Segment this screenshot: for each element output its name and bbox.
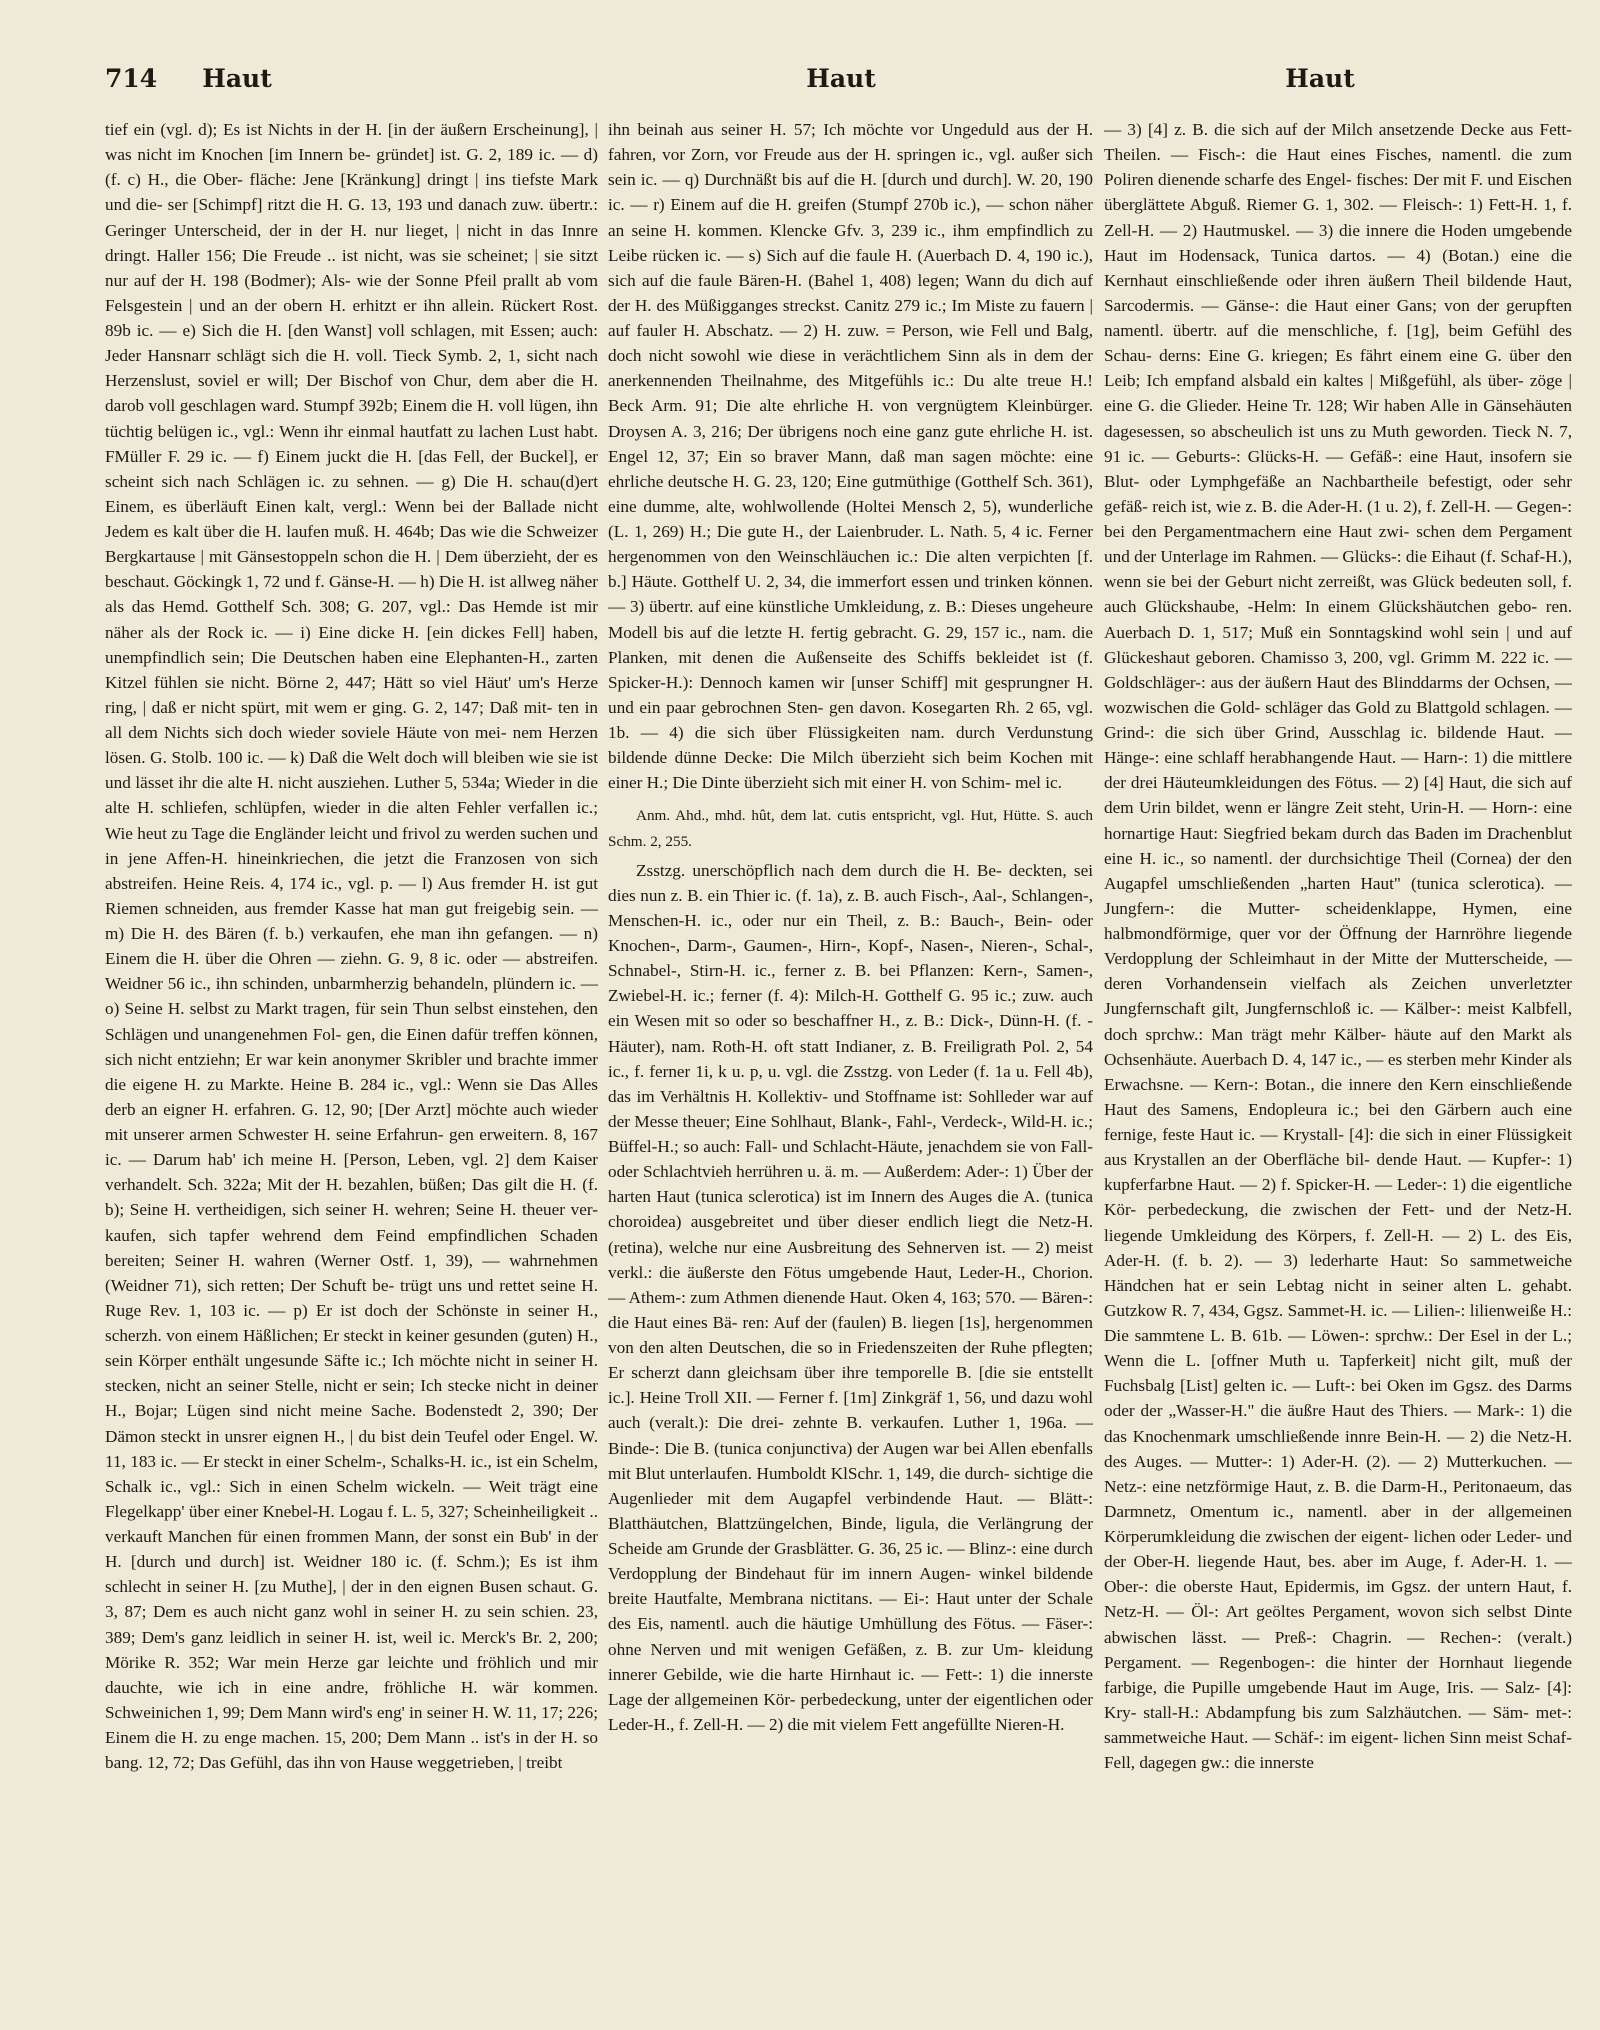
text-column-3 bbox=[1104, 117, 1572, 2012]
page-number: 714 bbox=[105, 64, 158, 93]
text-column-2 bbox=[608, 117, 1093, 2012]
etymology-note: Anm. Ahd., mhd. hût, dem lat. cutis entspricht, vgl. Hut, Hütte. S. auch Schm. 2, 255. bbox=[608, 807, 1093, 850]
compounds-paragraph: Zsstzg. unerschöpflich nach dem durch die H. Be- deckten, sei dies nun z. B. ein Thier ic. (f. 1a), z. B. auch Fisch-, Aal-, Schlangen-, Menschen-H. ic., oder nur ein Theil, z. B.: Bauch-, Bein- oder Knochen-, Darm-, Gaumen-, Hirn-, Kopf-, Nasen-, Nieren-, Schal-, Schnabel-, Stirn-H. ic., ferner z. B. bei Pflanzen: Kern-, Samen-, Zwiebel-H. ic.; ferner (f. 4): Milch-H. Gotthelf G. 95 ic.; zuw. auch ein Wesen mit so oder so beschaffner H., z. B.: Dick-, Dünn-H. (f. -Häuter), nam. Roth-H. oft statt Indianer, z. B. Freiligrath Pol. 2, 54 ic., f. ferner 1i, k u. p, u. vgl. die Zsstzg. von Leder (f. 1a u. Fell 4b), das im Verhältnis H. Kollektiv- und Stoffname ist: Sohlleder war auf der Messe theuer; Eine Sohlhaut, Blank-, Fahl-, Verdeck-, Wild-H. ic.; Büffel-H.; so auch: Fall- und Schlacht-Häute, jenachdem sie von Fall- oder Schlachtvieh herrühren u. ä. m. — Außerdem: Ader-: 1) Über der harten Haut (tunica sclerotica) ist im Innern des Auges die A. (tunica choroidea) ausgebreitet und über dieser endlich liegt die Netz-H. (retina), welche nur eine Ausbreitung des Sehnerven ist. — 2) meist verkl.: die äußerste den Fötus umgebende Haut, Leder-H., Chorion. — Athem-: zum Athmen dienende Haut. Oken 4, 163; 570. — Bären-: die Haut eines Bä- ren: Auf der (faulen) B. liegen [1s], hergenommen von den alten Deutschen, die so in Friedenszeiten der Ruhe pflegten; Er scherzt dann gleichsam über ihre temporelle B. [die sie entstellt ic.]. Heine Troll XII. — Ferner f. [1m] Zinkgräf 1, 56, und dazu wohl auch (veralt.): Die drei- zehnte B. verkaufen. Luther 1, 196a. — Binde-: Die B. (tunica conjunctiva) der Augen war bei Allen ebenfalls mit Blut unterlaufen. Humboldt KlSchr. 1, 149, die durch- sichtige die Augenlieder mit dem Augapfel verbindende Haut. — Blätt-: Blatthäutchen, Blattzüngelchen, Binde, ligula, die Verlängrung der Scheide am Grunde der Grasblätter. G. 36, 25 ic. — Blinz-: eine durch Verdopplung der Bindehaut für im innern Augen- winkel bildende breite Hautfalte, Membrana nictitans. — Ei-: Haut unter der Schale des Eis, namentl. auch die häutige Umhüllung des Fötus. — Fäser-: ohne Nerven und mit wenigen Gefäßen, z. B. zur Um- kleidung innerer Gebilde, wie die harte Hirnhaut ic. — Fett-: 1) die innerste Lage der allgemeinen Kör- perbedeckung, unter der eigentlichen oder Leder-H., f. Zell-H. — 2) die mit vielem Fett angefüllte Nieren-H. bbox=[608, 860, 1093, 1734]
column-3-text: — 3) [4] z. B. die sich auf der Milch ansetzende Decke aus Fett-Theilen. — Fisch-: die Haut eines Fisches, namentl. die zum Poliren dienende scharfe des Engel- fisches: Der mit F. und Eischen überglättete Abguß. Riemer G. 1, 302. — Fleisch-: 1) Fett-H. 1, f. Zell-H. — 2) Hautmuskel. — 3) die innere die Hoden umgebende Haut im Hodensack, Tunica dartos. — 4) (Botan.) eine die Kernhaut einschließende oder ihren äußern Theil bildende Haut, Sarcodermis. — Gänse-: die Haut einer Gans; von der gerupften namentl. übertr. auf die menschliche, f. [1g], beim Gefühl des Schau- derns: Eine G. kriegen; Es fährt einem eine G. über den Leib; Ich empfand alsbald ein kaltes | Mißgefühl, als über- zöge | eine G. die Glieder. Heine Tr. 128; Wir haben Alle in Gänsehäuten dagesessen, so abscheulich ist uns zu Muth geworden. Tieck N. 7, 91 ic. — Geburts-: Glücks-H. — Gefäß-: eine Haut, insofern sie Blut- oder Lymphgefäße an Nachbartheile befestigt, oder sehr gefäß- reich ist, wie z. B. die Ader-H. (1 u. 2), f. Zell-H. — Gegen-: bei den Pergamentmachern eine Haut zwi- schen dem Pergament und der Unterlage im Rahmen. — Glücks-: die Eihaut (f. Schaf-H.), wenn sie bei der Geburt nicht zerreißt, was Glück bedeuten soll, f. auch Glückshaube, -Helm: In einem Glückshäutchen gebo- ren. Auerbach D. 1, 517; Muß ein Sonntagskind wohl sein | und auf Glückeshaut geboren. Chamisso 3, 200, vgl. Grimm M. 222 ic. — Goldschläger-: aus der äußern Haut des Blinddarms der Ochsen, — wozwischen die Gold- schläger das Gold zu Blattgold schlagen. — Grind-: die sich über Grind, Ausschlag ic. bildende Haut. — Hänge-: eine schlaff herabhangende Haut. — Harn-: 1) die mittlere der drei Häuteumkleidungen des Fötus. — 2) [4] Haut, die sich auf dem Urin bildet, wenn er längre Zeit steht, Urin-H. — Horn-: eine hornartige Haut: Siegfried bekam durch das Baden im Drachenblut eine H. ic., so namentl. der durchsichtige Theil (Cornea) der den Augapfel umschließenden „harten Haut" (tunica sclerotica). — Jungfern-: die Mutter- scheidenklappe, Hymen, eine halbmondförmige, quer vor der Öffnung der Harnröhre liegende Verdopplung der Schleimhaut in der Mitte der Mutterscheide, — deren Vorhandensein vielfach als Zeichen unverletzter Jungfernschaft gilt, Jungfernschloß ic. — Kälber-: meist Kalbfell, doch sprchw.: Man trägt mehr Kälber- häute auf den Markt als Ochsenhäute. Auerbach D. 4, 147 ic., — es sterben mehr Kinder als Erwachsne. — Kern-: Botan., die innere den Kern einschließende Haut des Samens, Endopleura ic.; bei den Gärbern auch eine fernige, feste Haut ic. — Krystall- [4]: die sich in einer Flüssigkeit aus Krystallen an der Oberfläche bil- dende Haut. — Kupfer-: 1) kupferfarbne Haut. — 2) f. Spicker-H. — Leder-: 1) die eigentliche Kör- perbedeckung, die zwischen der Fett- und der Netz-H. liegende Umkleidung des Körpers, f. Zell-H. — 2) L. des Eis, Ader-H. (f. b. 2). — 3) lederharte Haut: So sammetweiche Händchen hat er sein Lebtag nicht in seiner alten L. gehabt. Gutzkow R. 7, 434, Ggsz. Sammet-H. ic. — Lilien-: lilienweiße H.: Die sammtene L. B. 61b. — Löwen-: sprchw.: Der Esel in der L.; Wenn die L. [offner Muth u. Tapferkeit] nicht gilt, muß der Fuchsbalg [List] gelten ic. — Luft-: bei Oken im Ggsz. des Darms oder der „Wasser-H." die äußre Haut des Thiers. — Mark-: 1) die das Knochenmark umschließende innre Bein-H. — 2) die Netz-H. des Auges. — Mutter-: 1) Ader-H. (2). — 2) Mutterkuchen. — Netz-: eine netzförmige Haut, z. B. die Darm-H., Peritonaeum, das Darmnetz, Omentum ic., namentl. aber in der allgemeinen Körperumkleidung die zwischen der eigent- lichen oder Leder- und der Ober-H. liegende Haut, bes. aber im Auge, f. Ader-H. 1. — Ober-: die oberste Haut, Epidermis, im Ggsz. der untern Haut, f. Netz-H. — Öl-: Art geöltes Pergament, wovon sich selbst Dinte abwischen lässt. — Preß-: Chagrin. — Rechen-: (veralt.) Pergament. — Regenbogen-: die hinter der Hornhaut liegende farbige, die Pupille umgebende Haut im Auge, Iris. — Salz- [4]: Kry- stall-H.: Abdampfung bis zum Salzhäutchen. — Säm- met-: sammetweiche Haut. — Schäf-: im eigent- lichen Sinn meist Schaf-Fell, dagegen gw.: die innerste bbox=[1104, 120, 1572, 1773]
text-column-1 bbox=[105, 117, 598, 2012]
running-headword-center: Haut bbox=[806, 64, 876, 93]
running-headword-left: Haut bbox=[202, 64, 272, 93]
running-header bbox=[105, 64, 1565, 104]
running-headword-right: Haut bbox=[1285, 64, 1355, 93]
column-2-text: ihn beinah aus seiner H. 57; Ich möchte vor Ungeduld aus der H. fahren, vor Zorn, vor Freude aus der H. springen ic., vgl. außer sich sein ic. — q) Durchnäßt bis auf die H. [durch und durch]. W. 20, 190 ic. — r) Einem auf die H. greifen (Stumpf 270b ic.), — schon näher an seine H. kommen. Klencke Gfv. 3, 239 ic., ihm empfindlich zu Leibe rücken ic. — s) Sich auf die faule H. (Auerbach D. 4, 190 ic.), sich auf die faule Bären-H. (Bahel 1, 408) legen; Wann du dich auf der H. des Müßigganges streckst. Canitz 279 ic.; Im Miste zu fauern | auf fauler H. Abschatz. — 2) H. zuw. = Person, wie Fell und Balg, doch nicht sowohl wie diese in verächtlichem Sinn als in dem der anerkennenden Theilnahme, des Mitgefühls ic.: Du alte treue H.! Beck Arm. 91; Die alte ehrliche H. von vergnügtem Kleinbürger. Droysen A. 3, 216; Der übrigens noch eine ganz gute ehrliche H. ist. Engel 12, 37; Ein so braver Mann, daß man sagen möchte: eine ehrliche deutsche H. G. 23, 120; Eine gutmüthige (Gotthelf Sch. 361), eine dumme, alte, wohlwollende (Holtei Mensch 2, 5), wunderliche (L. 1, 269) H.; Die gute H., der Laienbruder. L. Nath. 5, 4 ic. Ferner hergenommen von den Weinschläuchen ic.: Die alten verpichten [f. b.] Häute. Gotthelf U. 2, 34, die immerfort essen und trinken können. — 3) übertr. auf eine künstliche Umkleidung, z. B.: Dieses ungeheure Modell bis auf die letzte H. fertig gebracht. G. 29, 157 ic., nam. die Planken, mit denen die Außenseite des Schiffs bekleidet ist (f. Spicker-H.): Dennoch kamen wir [unser Schiff] mit gesprungner H. und ein paar gebrochnen Sten- gen davon. Kosegarten Rh. 2 65, vgl. 1b. — 4) die sich über Flüssigkeiten nam. durch Verdunstung bildende dünne Decke: Die Milch überzieht sich beim Kochen mit einer H.; Die Dinte überzieht sich mit einer H. von Schim- mel ic. bbox=[608, 120, 1093, 793]
column-1-text: tief ein (vgl. d); Es ist Nichts in der H. [in der äußern Erscheinung], | was nicht im Knochen [im Innern be- gründet] ist. G. 2, 189 ic. — d) (f. c) H., die Ober- fläche: Jene [Kränkung] dringt | ins tiefste Mark und die- ser [Schimpf] ritzt die H. G. 13, 193 und danach zuw. übertr.: Geringer Unterscheid, der in der H. nur lieget, | nicht in das Innre dringt. Haller 156; Die Freude .. ist nicht, was sie scheinet; | sie sitzt nur auf der H. 198 (Bodmer); Als- wie der Sonne Pfeil prallt ab vom Felsgestein | und an der obern H. erhitzt er ihn allein. Rückert Rost. 89b ic. — e) Sich die H. [den Wanst] voll schlagen, mit Essen; auch: Jeder Hansnarr schlägt sich die H. voll. Tieck Symb. 2, 1, sicht nach Herzenslust, soviel er will; Der Bischof von Chur, dem aber die H. darob voll geschlagen ward. Stumpf 392b; Einem die H. voll lügen, ihn tüchtig belügen ic., vgl.: Wenn ihr einmal hautfatt zu lachen Lust habt. FMüller F. 29 ic. — f) Einem juckt die H. [das Fell, der Buckel], er scheint sich nach Schlägen ic. zu sehnen. — g) Die H. schau(d)ert Einem, es überläuft Einen kalt, vergl.: Wenn bei der Ballade nicht Jedem es kalt über die H. laufen muß. H. 464b; Das wie die Schweizer Bergkartause | mit Gänsestoppeln schon die H. | Dem überzieht, der es beschaut. Göckingk 1, 72 und f. Gänse-H. — h) Die H. ist allweg näher als das Hemd. Gotthelf Sch. 308; G. 207, vgl.: Das Hemde ist mir näher als der Rock ic. — i) Eine dicke H. [ein dickes Fell] haben, unempfindlich sein; Die Deutschen haben eine Elephanten-H., zarten Kitzel fühlen sie nicht. Börne 2, 447; Hätt so viel Häut' um's Herze ring, | daß er nicht spürt, mit wem er ging. G. 2, 147; Daß mit- ten in all dem Nichts sich doch wieder soviele Häute von mei- nem Herzen lösen. G. Stolb. 100 ic. — k) Daß die Welt doch will bleiben wie sie ist und lässet ihr die alte H. nicht ausziehen. Luther 5, 534a; Wieder in die alte H. schliefen, schlüpfen, wieder in die alten Fehler verfallen ic.; Wie heut zu Tage die Engländer leicht und frivol zu werden suchen und in jene Affen-H. hineinkriechen, die jetzt die Franzosen von sich abstreifen. Heine Reis. 4, 174 ic., vgl. p. — l) Aus fremder H. ist gut Riemen schneiden, aus fremder Kasse hat man gut freigebig sein. — m) Die H. des Bären (f. b.) verkaufen, ehe man ihn gefangen. — n) Einem die H. über die Ohren — ziehn. G. 9, 8 ic. oder — abstreifen. Weidner 56 ic., ihn schinden, unbarmherzig behandeln, plündern ic. — o) Seine H. selbst zu Markt tragen, für sein Thun selbst einstehen, den Schlägen und unangenehmen Fol- gen, die Einen dafür treffen können, sich nicht entziehn; Er war kein anonymer Skribler und brachte immer die eigene H. zu Markte. Heine B. 284 ic., vgl.: Wenn sie Das Alles derb an eigner H. erfahren. G. 12, 90; [Der Arzt] möchte auch wieder mit unserer armen Schwester H. seine Erfahrun- gen erweitern. 8, 167 ic. — Darum hab' ich meine H. [Person, Leben, vgl. 2] dem Kaiser verhandelt. Sch. 322a; Mit der H. bezahlen, büßen; Das gilt die H. (f. b); Seine H. vertheidigen, sich seiner H. wehren; Seine H. theuer ver- kaufen, sich tapfer wehrend dem Feind empfindlichen Schaden bereiten; Seiner H. wahren (Werner Ostf. 1, 39), — wahrnehmen (Weidner 71), sich retten; Der Schuft be- trügt uns und rettet seine H. Ruge Rev. 1, 103 ic. — p) Er ist doch der Schönste in seiner H., scherzh. von einem Häßlichen; Er steckt in keiner gesunden (guten) H., sein Körper enthält ungesunde Säfte ic.; Ich möchte nicht in seiner H. stecken, nicht an seiner Stelle, nicht er sein; Ich stecke nicht in deiner H., Bojar; Lügen sind nicht meine Sache. Bodenstedt 2, 390; Der Dämon steckt in unsrer eignen H., | du bist dein Teufel oder Engel. W. 11, 183 ic. — Er steckt in einer Schelm-, Schalks-H. ic., ist ein Schelm, Schalk ic., vgl.: Sich in einen Schelm wickeln. — Weit trägt eine Flegelkapp' über einer Knebel-H. Logau f. L. 5, 327; Scheinheiligkeit .. verkauft Manchen für einen frommen Mann, der sonst ein Bub' in der H. [durch und durch] ist. Weidner 180 ic. (f. Schm.); Es ist ihm schlecht in seiner H. [zu Muthe], | der in den eignen Busen schaut. G. 3, 87; Dem es auch nicht ganz wohl in seiner H. zu sein schien. 23, 389; Dem's ganz leidlich in seiner H. ist, weil ic. Merck's Br. 2, 200; Mörike R. 352; War mein Herze gar leichte und fröhlich und mir dauchte, wie ich in eine andre, fröhliche H. wär kommen. Schweinichen 1, 99; Dem Mann wird's eng' in seiner H. W. 11, 17; 226; Einem die H. zu enge machen. 15, 200; Dem Mann .. ist's in der H. so bang. 12, 72; Das Gefühl, das ihn von Hause weggetrieben, | treibt bbox=[105, 120, 598, 1773]
